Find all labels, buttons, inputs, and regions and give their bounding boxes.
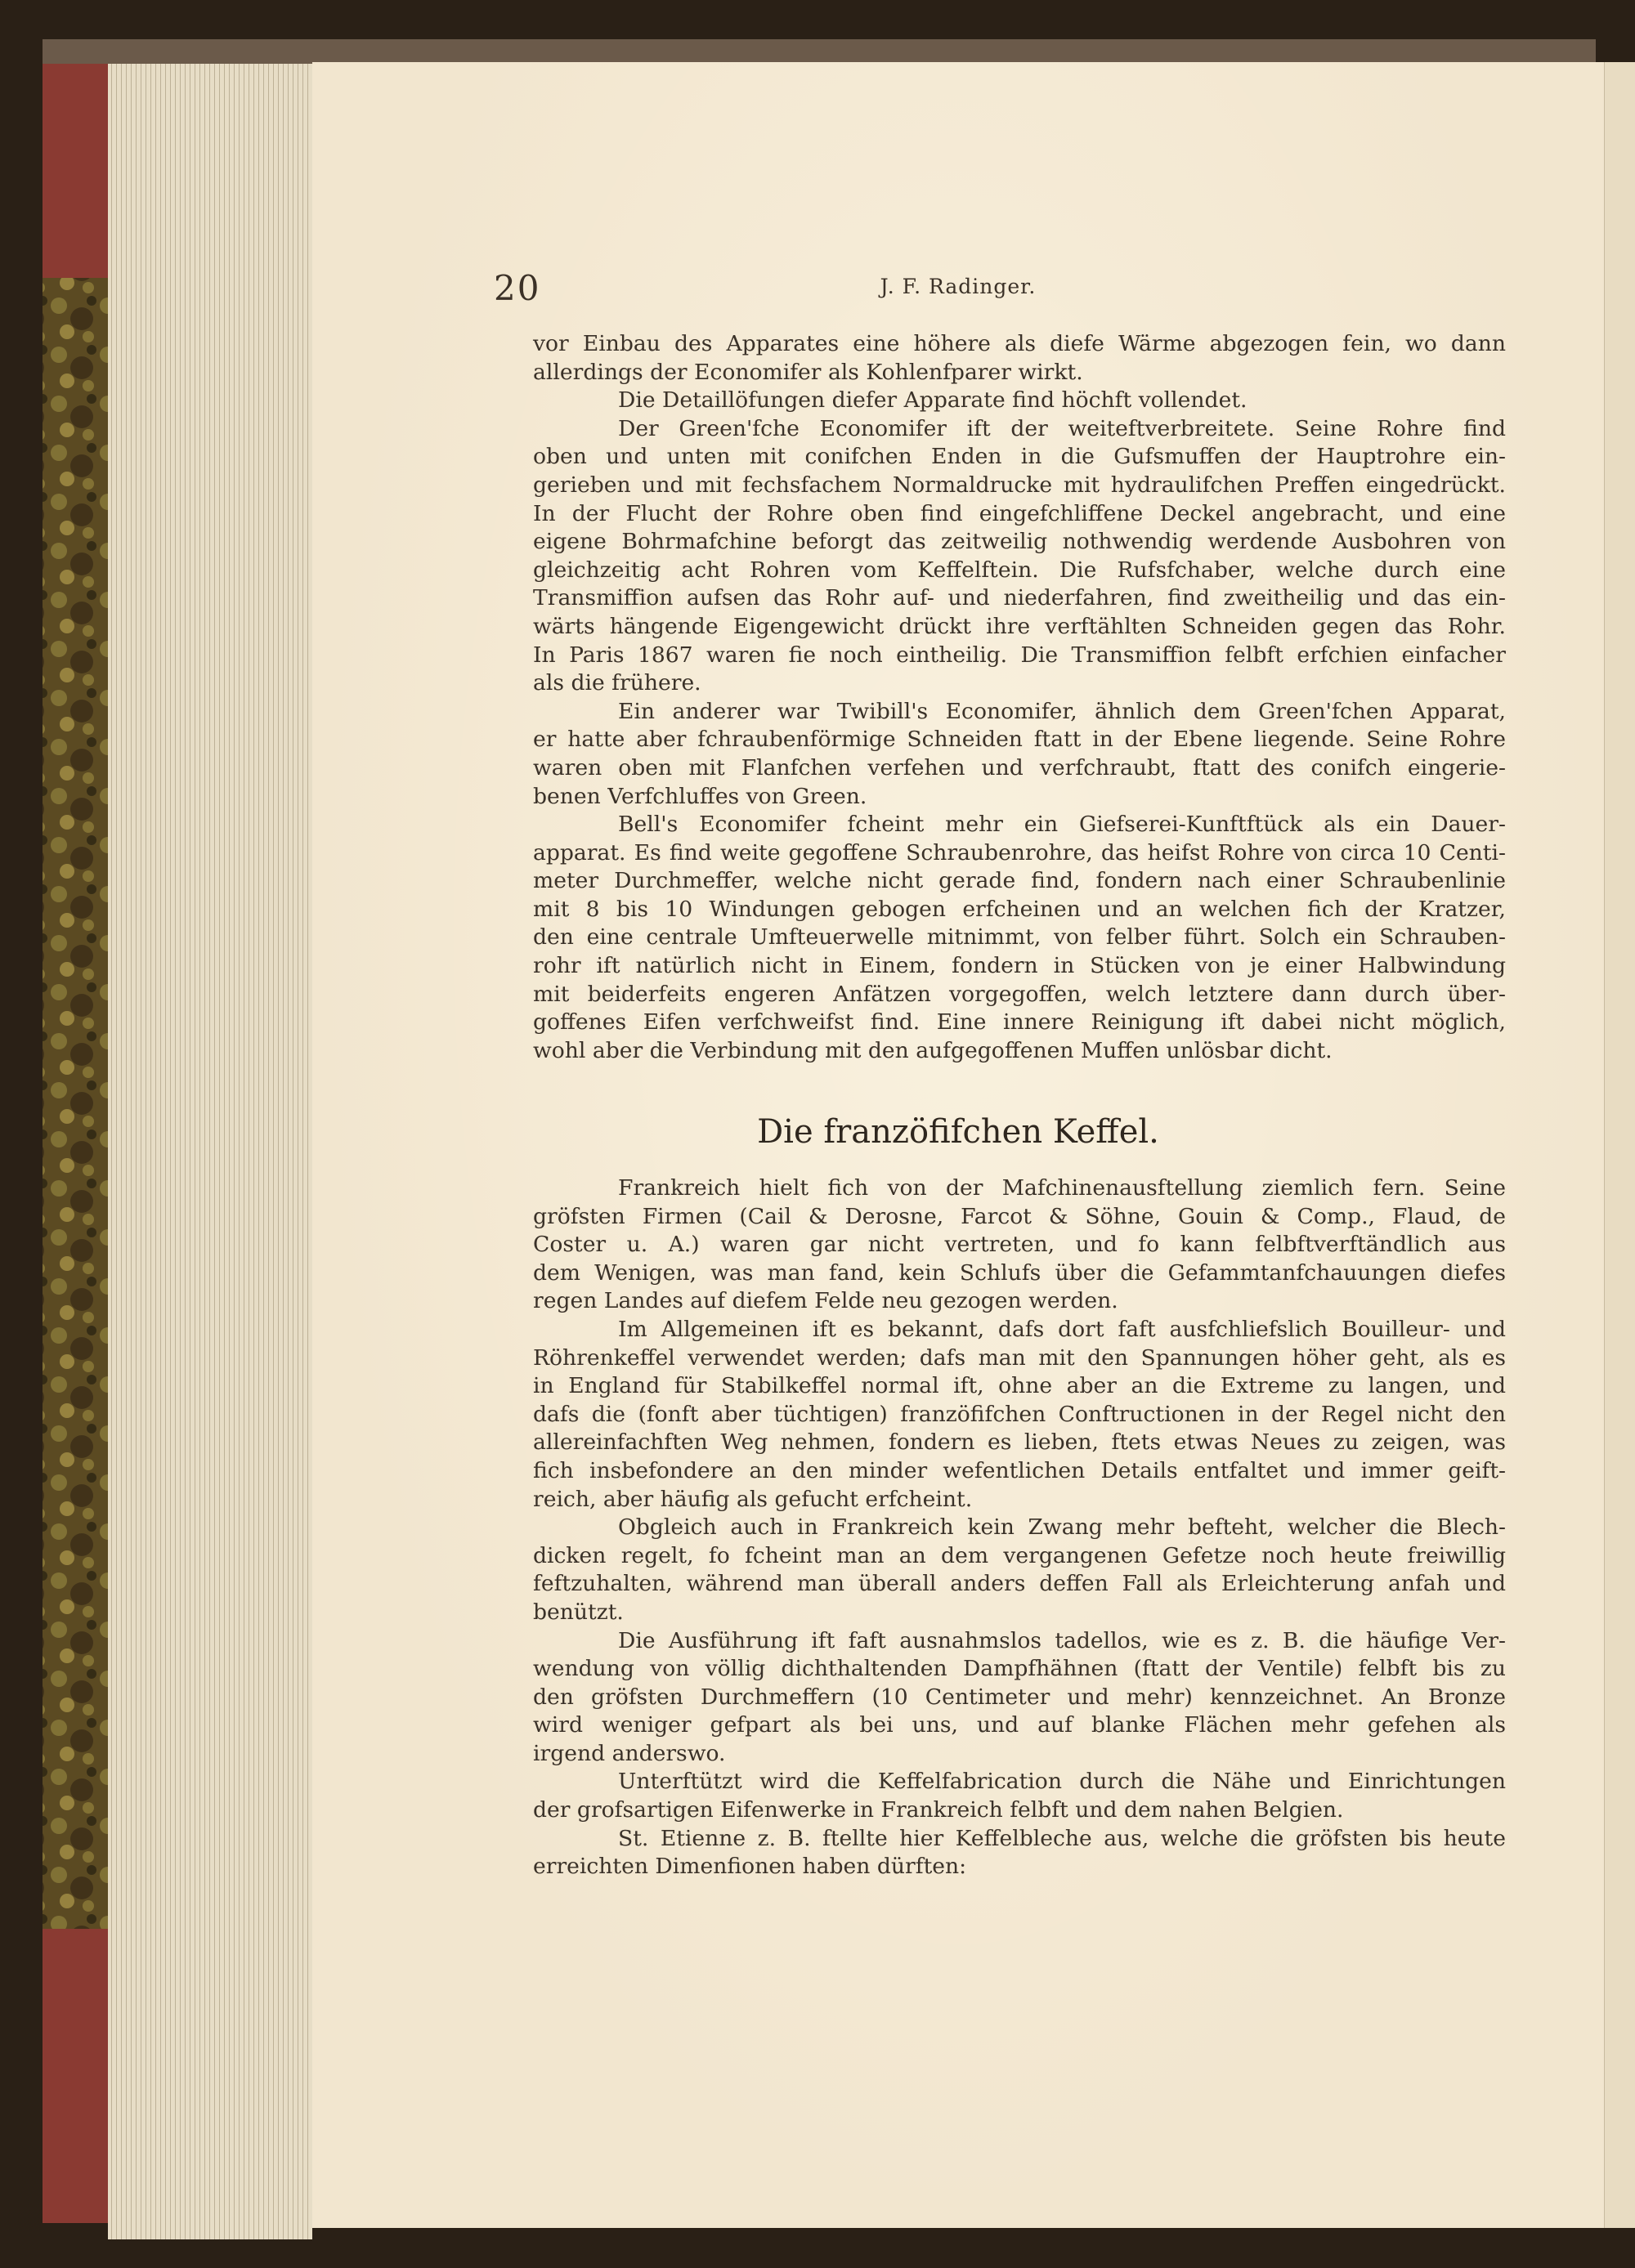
- page-header: [312, 268, 1604, 317]
- text-line: In der Flucht der Rohre oben find eingefchliffene Deckel angebracht, und eine: [533, 500, 1506, 526]
- text-line: oben und unten mit conifchen Enden in die Gufsmuffen der Hauptrohre ein-: [533, 444, 1506, 470]
- text-line: meter Durchmeffer, welche nicht gerade find, fondern nach einer Schraubenlinie: [533, 868, 1506, 894]
- text-line: feftzuhalten, während man überall anders deffen Fall als Erleichterung anfah und: [533, 1571, 1506, 1597]
- text-line: irgend anderswo.: [533, 1740, 726, 1766]
- text-line: regen Landes auf diefem Felde neu gezogen werden.: [533, 1288, 1118, 1314]
- text-line: erreichten Dimenfionen haben dürften:: [533, 1854, 967, 1880]
- text-line: Coster u. A.) waren gar nicht vertreten, und fo kann felbftverftändlich aus: [533, 1232, 1506, 1258]
- body-text-lower: [533, 1174, 1506, 1881]
- text-line: mit 8 bis 10 Windungen gebogen erfcheinen und an welchen fich der Kratzer,: [533, 896, 1506, 922]
- text-line: benützt.: [533, 1599, 624, 1625]
- text-line: vor Einbau des Apparates eine höhere als diefe Wärme abgezogen fein, wo dann: [533, 331, 1506, 356]
- text-line: Die Ausführung ift faft ausnahmslos tadellos, wie es z. B. die häufige Ver-: [618, 1627, 1506, 1653]
- text-line: mit beiderfeits engeren Anfätzen vorgegoffen, welch letztere dann durch über-: [533, 981, 1506, 1007]
- text-line: den eine centrale Umfteuerwelle mitnimmt, von felber führt. Solch ein Schrauben-: [533, 924, 1506, 951]
- text-line: goffenes Eifen verfchweifst find. Eine innere Reinigung ift dabei nicht möglich,: [533, 1009, 1506, 1036]
- page-number: 20: [494, 268, 541, 308]
- text-line: dafs die (fonft aber tüchtigen) franzöfifchen Conftructionen in der Regel nicht den: [533, 1401, 1506, 1427]
- text-line: er hatte aber fchraubenförmige Schneiden ftatt in der Ebene liegende. Seine Rohre: [533, 727, 1506, 753]
- text-line: fich insbefondere an den minder wefentlichen Details entfaltet und immer geift-: [533, 1457, 1506, 1483]
- text-line: eigene Bohrmafchine beforgt das zeitweilig nothwendig werdende Ausbohren von: [533, 529, 1506, 555]
- text-line: Der Green'fche Economifer ift der weiteftverbreitete. Seine Rohre find: [618, 415, 1506, 441]
- text-line: Transmiffion aufsen das Rohr auf- und niederfahren, find zweitheilig und das ein-: [533, 585, 1506, 611]
- text-line: gerieben und mit fechsfachem Normaldrucke mit hydraulifchen Preffen eingedrückt.: [533, 472, 1506, 498]
- text-line: allereinfachften Weg nehmen, fondern es lieben, ftets etwas Neues zu zeigen, was: [533, 1429, 1506, 1456]
- text-line: Frankreich hielt fich von der Mafchinenausftellung ziemlich fern. Seine: [618, 1175, 1506, 1201]
- text-line: in England für Stabilkeffel normal ift, ohne aber an die Extreme zu langen, und: [533, 1373, 1506, 1399]
- text-line: In Paris 1867 waren fie noch eintheilig. Die Transmiffion felbft erfchien einfacher: [533, 642, 1506, 668]
- text-line: Ein anderer war Twibill's Economifer, ähnlich dem Green'fchen Apparat,: [618, 698, 1506, 724]
- text-line: reich, aber häufig als gefucht erfcheint.: [533, 1486, 973, 1512]
- text-line: waren oben mit Flanfchen verfehen und verfchraubt, ftatt des conifch eingerie-: [533, 754, 1506, 781]
- text-line: apparat. Es find weite gegoffene Schraubenrohre, das heifst Rohre von circa 10 Centi-: [533, 839, 1506, 866]
- body-text-upper: [533, 330, 1506, 1065]
- text-line: benen Verfchluffes von Green.: [533, 783, 867, 809]
- section-heading: Die franzöfifchen Keffel.: [757, 1113, 1159, 1151]
- text-line: wendung von völlig dichthaltenden Dampfhähnen (ftatt der Ventile) felbft bis zu: [533, 1656, 1506, 1682]
- text-line: Unterftützt wird die Keffelfabrication durch die Nähe und Einrichtungen: [618, 1769, 1506, 1795]
- running-head: J. F. Radinger.: [880, 275, 1037, 298]
- text-line: dicken regelt, fo fcheint man an dem vergangenen Gefetze noch heute freiwillig: [533, 1542, 1506, 1568]
- text-line: als die frühere.: [533, 670, 701, 696]
- text-line: gleichzeitig acht Rohren vom Keffelftein. Die Rufsfchaber, welche durch eine: [533, 557, 1506, 583]
- text-line: den gröfsten Durchmeffern (10 Centimeter und mehr) kennzeichnet. An Bronze: [533, 1684, 1506, 1710]
- text-line: St. Etienne z. B. ftellte hier Keffelbleche aus, welche die gröfsten bis heute: [618, 1825, 1506, 1851]
- text-line: gröfsten Firmen (Cail & Derosne, Farcot & Söhne, Gouin & Comp., Flaud, de: [533, 1203, 1506, 1229]
- text-line: allerdings der Economifer als Kohlenfparer wirkt.: [533, 359, 1083, 385]
- text-line: wird weniger gefpart als bei uns, und auf blanke Flächen mehr gefehen als: [533, 1712, 1506, 1738]
- text-line: der grofsartigen Eifenwerke in Frankreich felbft und dem nahen Belgien.: [533, 1797, 1344, 1823]
- text-line: Bell's Economifer fcheint mehr ein Giefserei-Kunftftück als ein Dauer-: [618, 812, 1506, 838]
- text-line: Röhrenkeffel verwendet werden; dafs man mit den Spannungen höher geht, als es: [533, 1344, 1506, 1371]
- text-line: dem Wenigen, was man fand, kein Schlufs über die Gefammtanfchauungen diefes: [533, 1259, 1506, 1286]
- text-line: Obgleich auch in Frankreich kein Zwang mehr befteht, welcher die Blech-: [618, 1514, 1506, 1541]
- text-line: Die Detaillöfungen diefer Apparate find höchft vollendet.: [618, 387, 1248, 414]
- text-line: rohr ift natürlich nicht in Einem, fondern in Stücken von je einer Halbwindung: [533, 953, 1506, 979]
- text-line: Im Allgemeinen ift es bekannt, dafs dort faft ausfchliefslich Bouilleur- und: [618, 1316, 1506, 1342]
- text-line: wohl aber die Verbindung mit den aufgegoffenen Muffen unlösbar dicht.: [533, 1037, 1333, 1063]
- text-line: wärts hängende Eigengewicht drückt ihre verftählten Schneiden gegen das Rohr.: [533, 613, 1506, 639]
